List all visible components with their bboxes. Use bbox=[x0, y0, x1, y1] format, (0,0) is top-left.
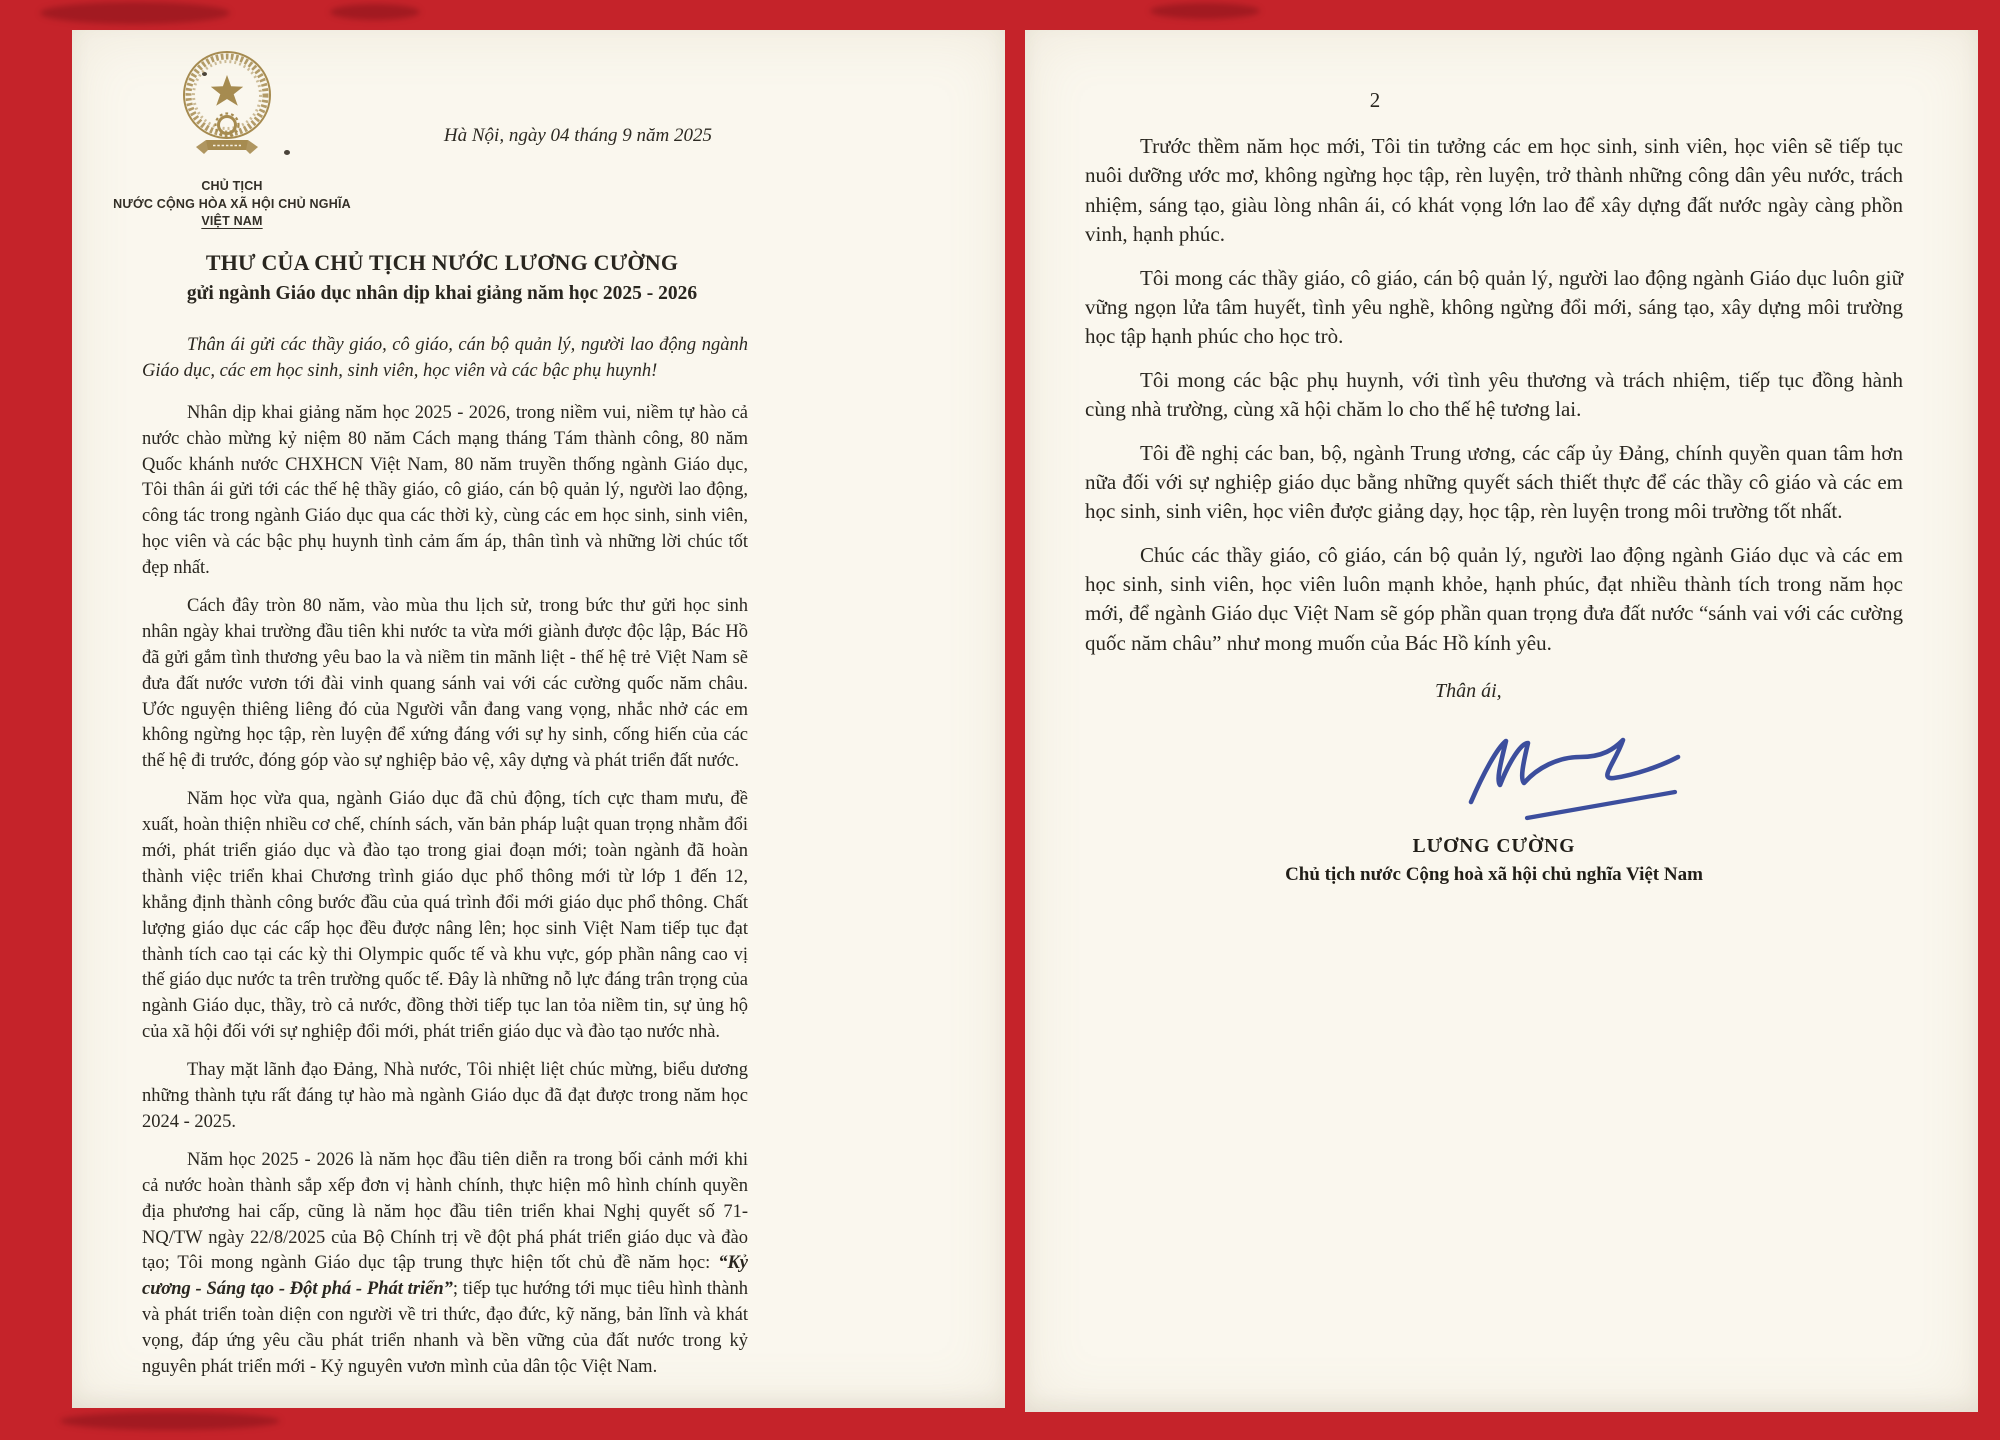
letter-body-page1 bbox=[142, 333, 748, 1393]
paragraph: Tôi mong các bậc phụ huynh, với tình yêu thương và trách nhiệm, tiếp tục đồng hành cùng nhà trường, cùng xã hội chăm lo cho thế hệ tương lai. bbox=[1085, 367, 1903, 422]
scan-speck bbox=[284, 150, 290, 155]
paragraph: Tôi mong các thầy giáo, cô giáo, cán bộ quản lý, người lao động ngành Giáo dục luôn giữ vững ngọn lửa tâm huyết, tình yêu nghề, không ngừng đổi mới, sáng tạo, xây dựng môi trường học tập hạnh phúc cho học trò. bbox=[1085, 265, 1903, 349]
closing-salutation: Thân ái, bbox=[1435, 680, 1502, 702]
signer-name: LƯƠNG CƯỜNG bbox=[1412, 836, 1576, 857]
signer-title: Chủ tịch nước Cộng hoà xã hội chủ nghĩa Việt Nam bbox=[1285, 864, 1703, 885]
scan-artifact bbox=[330, 4, 420, 20]
gold-star bbox=[211, 75, 243, 106]
issuer-line: VIỆT NAM bbox=[201, 214, 263, 228]
paragraph-text: ; tiếp tục hướng tới mục tiêu hình thành và phát triển toàn diện con người về tri thức, đạo đức, kỹ năng, bản lĩnh và khát vọng, đáp ứng yêu cầu phát triển nhanh và bền vững của đất nước trong kỷ nguyên phát triển mới - Kỷ nguyên vươn mình của dân tộc Việt Nam. bbox=[142, 1279, 748, 1377]
paragraph: Nhân dịp khai giảng năm học 2025 - 2026, trong niềm vui, niềm tự hào cả nước chào mừng kỷ niệm 80 năm Cách mạng tháng Tám thành công, 80 năm Quốc khánh nước CHXHCN Việt Nam, 80 năm truyền thống ngành Giáo dục, Tôi thân ái gửi tới các thế hệ thầy giáo, cô giáo, cán bộ quản lý, người lao động, công tác trong ngành Giáo dục qua các thời kỳ, cùng các em học sinh, sinh viên, học viên và các bậc phụ huynh tình cảm ấm áp, thân tình và những lời chúc tốt đẹp nhất. bbox=[142, 402, 748, 579]
paragraph: Chúc các thầy giáo, cô giáo, cán bộ quản lý, người lao động ngành Giáo dục và các em học sinh, sinh viên, học viên luôn mạnh khỏe, hạnh phúc, đạt nhiều thành tích trong năm học mới, để ngành Giáo dục Việt Nam sẽ góp phần quan trọng đưa đất nước “sánh vai với các cường quốc năm châu” như mong muốn của Bác Hồ kính yêu. bbox=[1085, 542, 1903, 655]
issuing-authority-block bbox=[82, 178, 382, 231]
school-year-theme: “Kỷ cương - Sáng tạo - Đột phá - Phát triển” bbox=[142, 1253, 748, 1300]
paragraph: Năm học vừa qua, ngành Giáo dục đã chủ động, tích cực tham mưu, đề xuất, hoàn thiện nhiều cơ chế, chính sách, văn bản pháp luật quan trọng nhằm đổi mới, phát triển giáo dục và đào tạo trong giai đoạn mới; toàn ngành đã hoàn thành việc triển khai Chương trình giáo dục phổ thông mới từ lớp 1 đến 12, khẳng định thành công bước đầu của quá trình đổi mới giáo dục phổ thông. Chất lượng giáo dục các cấp học đều được nâng lên; học sinh Việt Nam tiếp tục đạt thành tích cao tại các kỳ thi Olympic quốc tế và khu vực, góp phần nâng cao vị thế giáo dục nước ta trên trường quốc tế. Đây là những nỗ lực đáng trân trọng của ngành Giáo dục, thầy, trò cả nước, đồng thời tiếp tục lan tỏa niềm tin, sự ủng hộ của xã hội đối với sự nghiệp đổi mới, phát triển giáo dục và đào tạo nước nhà. bbox=[142, 789, 748, 1043]
letter-page-2 bbox=[1025, 30, 1978, 1412]
paragraph: Thay mặt lãnh đạo Đảng, Nhà nước, Tôi nhiệt liệt chúc mừng, biểu dương những thành tựu rất đáng tự hào mà ngành Giáo dục đã đạt được trong năm học 2024 - 2025. bbox=[142, 1060, 748, 1132]
page-number: 2 bbox=[1369, 88, 1381, 112]
dateline: Hà Nội, ngày 04 tháng 9 năm 2025 bbox=[443, 125, 712, 146]
handwritten-signature-icon bbox=[1463, 728, 1688, 830]
letter-title bbox=[122, 250, 762, 305]
scan-artifact bbox=[60, 1412, 280, 1430]
paragraph: Tôi đề nghị các ban, bộ, ngành Trung ương, các cấp ủy Đảng, chính quyền quan tâm hơn nữa đối với sự nghiệp giáo dục bằng những quyết sách thiết thực để các thầy cô giáo và các em học sinh, sinh viên, học viên được giảng dạy, học tập, rèn luyện trong môi trường tốt nhất. bbox=[1085, 440, 1903, 524]
letter-page-1 bbox=[72, 30, 1005, 1408]
scan-artifact bbox=[1150, 3, 1260, 19]
signature-block bbox=[1085, 836, 1903, 886]
issuer-line: NƯỚC CỘNG HÒA XÃ HỘI CHỦ NGHĨA bbox=[113, 196, 351, 211]
paragraph bbox=[142, 1148, 748, 1381]
salutation: Thân ái gửi các thầy giáo, cô giáo, cán bộ quản lý, người lao động ngành Giáo dục, các em học sinh, sinh viên, học viên và các bậc phụ huynh! bbox=[142, 335, 748, 381]
letter-title-line1: THƯ CỦA CHỦ TỊCH NƯỚC LƯƠNG CƯỜNG bbox=[205, 250, 679, 275]
letter-body-page2 bbox=[1085, 132, 1903, 672]
scan-artifact bbox=[40, 2, 230, 24]
paragraph-text: Năm học 2025 - 2026 là năm học đầu tiên diễn ra trong bối cảnh mới khi cả nước hoàn thành sắp xếp đơn vị hành chính, thực hiện mô hình chính quyền địa phương hai cấp, cũng là năm học đầu tiên triển khai Nghị quyết số 71-NQ/TW ngày 22/8/2025 của Bộ Chính trị về đột phá phát triển giáo dục và đào tạo; Tôi mong ngành Giáo dục tập trung thực hiện tốt chủ đề năm học: bbox=[142, 1149, 748, 1274]
paragraph: Trước thềm năm học mới, Tôi tin tưởng các em học sinh, sinh viên, học viên sẽ tiếp tục nuôi dưỡng ước mơ, không ngừng học tập, rèn luyện, trở thành những công dân yêu nước, trách nhiệm, sáng tạo, giàu lòng nhân ái, có khát vọng lớn lao để xây dựng đất nước ngày càng phồn vinh, hạnh phúc. bbox=[1085, 134, 1903, 247]
letter-title-line2: gửi ngành Giáo dục nhân dịp khai giảng năm học 2025 - 2026 bbox=[186, 283, 698, 304]
issuer-line: CHỦ TỊCH bbox=[201, 179, 263, 193]
paragraph: Cách đây tròn 80 năm, vào mùa thu lịch sử, trong bức thư gửi học sinh nhân ngày khai trường đầu tiên khi nước ta vừa mới giành được độc lập, Bác Hồ đã gửi gắm tình thương yêu bao la và niềm tin mãnh liệt - thế hệ trẻ Việt Nam sẽ đưa đất nước vươn tới đài vinh quang sánh vai với các cường quốc năm châu. Ước nguyện thiêng liêng đó của Người vẫn đang vang vọng, nhắc nhở các em không ngừng học tập, rèn luyện để xứng đáng với sự hy sinh, cống hiến của các thế hệ đi trước, đóng góp vào sự nghiệp bảo vệ, xây dựng và phát triển đất nước. bbox=[142, 596, 748, 772]
